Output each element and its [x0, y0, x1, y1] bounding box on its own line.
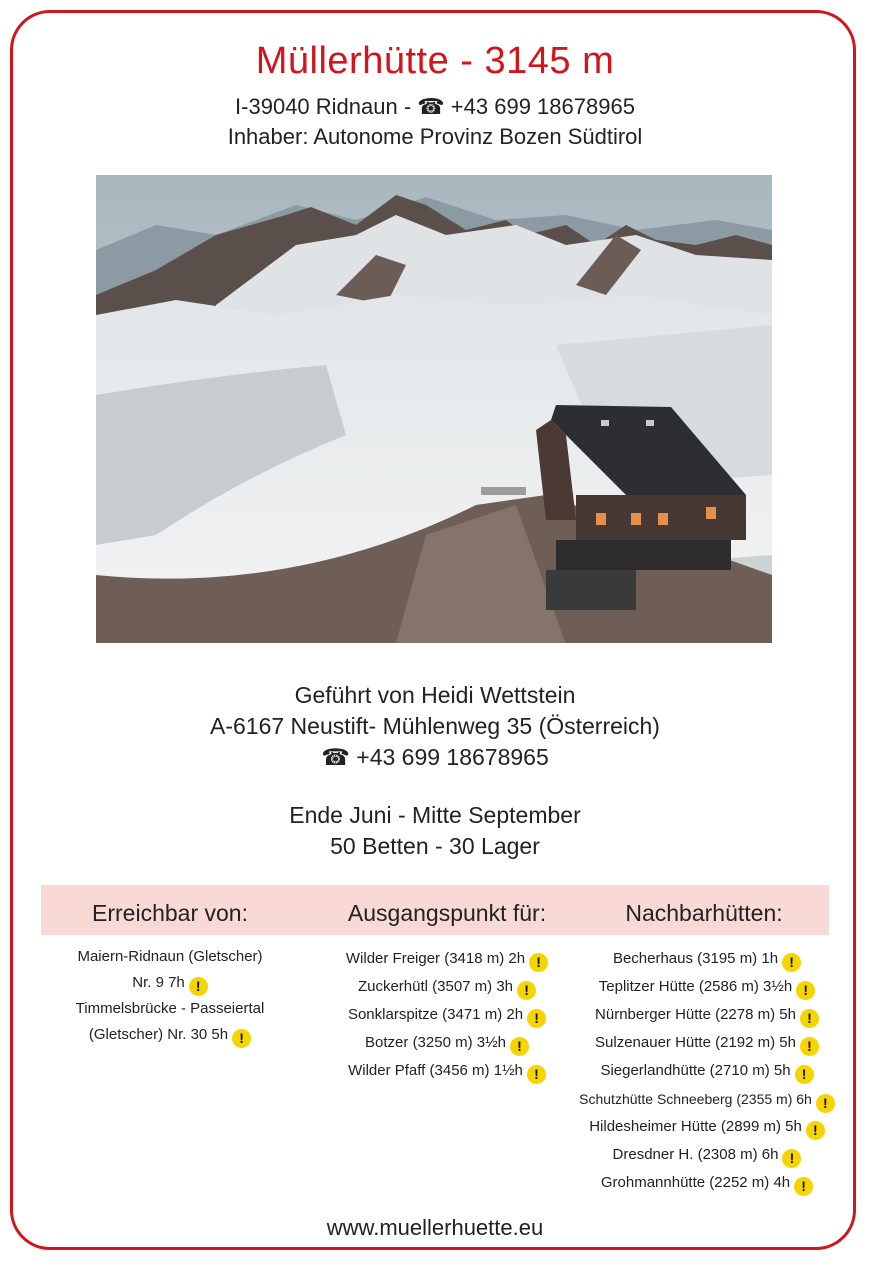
warning-icon: !: [800, 1037, 819, 1056]
reach-heading: Erreichbar von:: [92, 900, 248, 926]
owner-line: Inhaber: Autonome Provinz Bozen Südtirol: [227, 124, 643, 149]
neighbors-heading: Nachbarhütten:: [625, 900, 783, 926]
list-item: Wilder Pfaff (3456 m) 1½h !: [316, 1057, 578, 1085]
list-item: Siegerlandhütte (2710 m) 5h !: [570, 1057, 844, 1085]
warning-icon: !: [517, 981, 536, 1000]
neighbors-list: [570, 945, 844, 1197]
hut-photo: [96, 175, 772, 643]
list-item: Teplitzer Hütte (2586 m) 3½h !: [570, 973, 844, 1001]
address-line: I-39040 Ridnaun - ☎ +43 699 18678965: [235, 94, 635, 119]
list-item: Maiern-Ridnaun (Gletscher) Nr. 9 7h !: [77, 948, 263, 994]
warning-icon: !: [806, 1121, 825, 1140]
list-item: Dresdner H. (2308 m) 6h !: [570, 1141, 844, 1169]
capacity: 50 Betten - 30 Lager: [330, 833, 540, 859]
list-item: Hildesheimer Hütte (2899 m) 5h !: [570, 1113, 844, 1141]
warning-icon: !: [782, 1149, 801, 1168]
list-item: Wilder Freiger (3418 m) 2h !: [316, 945, 578, 973]
list-item: Sonklarspitze (3471 m) 2h !: [316, 1001, 578, 1029]
season-dates: Ende Juni - Mitte September: [289, 802, 581, 828]
start-heading: Ausgangspunkt für:: [347, 900, 547, 926]
list-item: Grohmannhütte (2252 m) 4h !: [570, 1169, 844, 1197]
operator-address: A-6167 Neustift- Mühlenweg 35 (Österreich): [210, 713, 660, 739]
operator-phone: ☎ +43 699 18678965: [321, 744, 549, 770]
list-item: Sulzenauer Hütte (2192 m) 5h !: [570, 1029, 844, 1057]
warning-icon: !: [527, 1009, 546, 1028]
list-item: Becherhaus (3195 m) 1h !: [570, 945, 844, 973]
warning-icon: !: [816, 1094, 835, 1113]
warning-icon: !: [800, 1009, 819, 1028]
warning-icon: !: [796, 981, 815, 1000]
warning-icon: !: [782, 953, 801, 972]
start-list: [316, 945, 578, 1085]
warning-icon: !: [794, 1177, 813, 1196]
list-item: Zuckerhütl (3507 m) 3h !: [316, 973, 578, 1001]
warning-icon: !: [527, 1065, 546, 1084]
operator-name: Geführt von Heidi Wettstein: [294, 682, 576, 708]
page-title: Müllerhütte - 3145 m: [255, 40, 615, 82]
warning-icon: !: [529, 953, 548, 972]
reach-list: [41, 944, 299, 1048]
list-item: Timmelsbrücke - Passeiertal (Gletscher) Nr. 30 5h !: [75, 1000, 265, 1046]
list-item: Nürnberger Hütte (2278 m) 5h !: [570, 1001, 844, 1029]
warning-icon: !: [795, 1065, 814, 1084]
warning-icon: !: [510, 1037, 529, 1056]
list-item: Schutzhütte Schneeberg (2355 m) 6h !: [570, 1085, 844, 1113]
warning-icon: !: [232, 1029, 251, 1048]
warning-icon: !: [189, 977, 208, 996]
list-item: Botzer (3250 m) 3½h !: [316, 1029, 578, 1057]
website-link[interactable]: www.muellerhuette.eu: [326, 1215, 544, 1240]
